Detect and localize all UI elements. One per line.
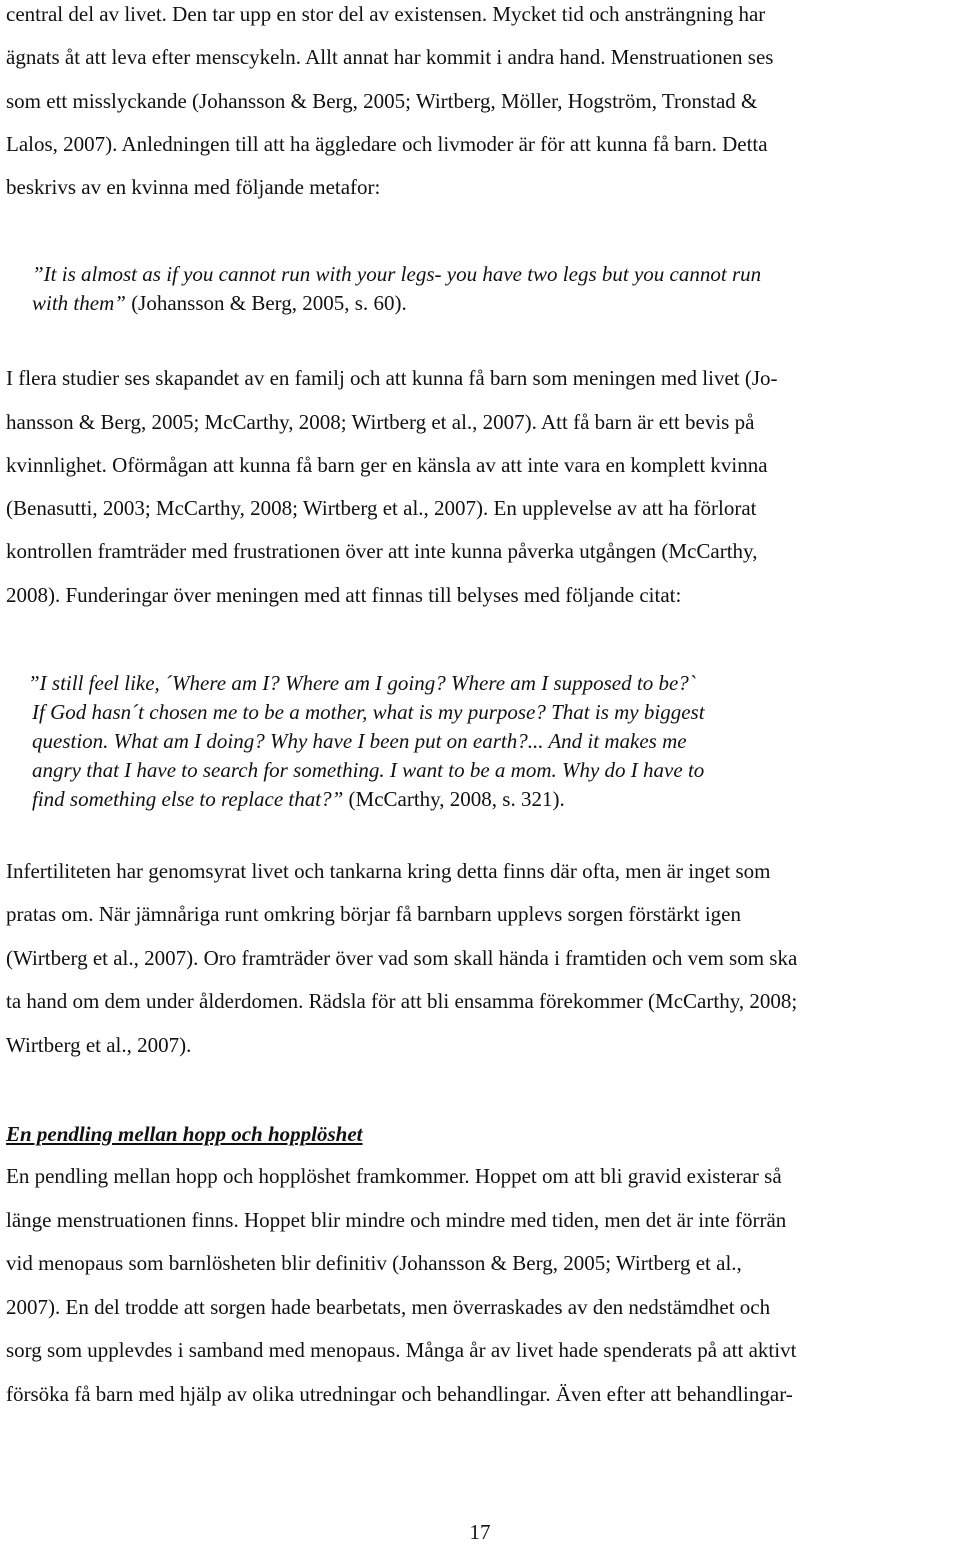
para3-line: ta hand om dem under ålderdomen. Rädsla för att bli ensamma förekommer (McCarthy, 2008; — [6, 989, 798, 1013]
quote2-line — [28, 669, 696, 698]
quote1-text: ”It is almost as if you cannot run with your legs- you have two legs but you cannot run — [32, 262, 762, 286]
para4-line: länge menstruationen finns. Hoppet blir mindre och mindre med tiden, men det är inte förrän — [6, 1208, 787, 1232]
para2-line: kontrollen framträder med frustrationen över att inte kunna påverka utgången (McCarthy, — [6, 539, 758, 563]
para4-line: 2007). En del trodde att sorgen hade bearbetats, men överraskades av den nedstämdhet och — [6, 1295, 771, 1319]
para3-line: Infertiliteten har genomsyrat livet och tankarna kring detta finns där ofta, men är inget som — [6, 859, 771, 883]
para2-line: kvinnlighet. Oförmågan att kunna få barn ger en känsla av att inte vara en komplett kvinna — [6, 453, 768, 477]
quote2-text: ”I still feel like, ´Where am I? Where am I going? Where am I supposed to be?` — [28, 671, 696, 695]
para1-line: Lalos, 2007). Anledningen till att ha äggledare och livmoder är för att kunna få barn. Detta — [6, 132, 768, 156]
quote2-line — [32, 785, 565, 814]
para3-line: (Wirtberg et al., 2007). Oro framträder över vad som skall hända i framtiden och vem som ska — [6, 946, 798, 970]
para2-line: (Benasutti, 2003; McCarthy, 2008; Wirtberg et al., 2007). En upplevelse av att ha förlorat — [6, 496, 757, 520]
quote2-line — [32, 727, 687, 756]
quote1-line — [32, 260, 761, 289]
para2-line: 2008). Funderingar över meningen med att finnas till belyses med följande citat: — [6, 583, 682, 607]
para3-line: pratas om. När jämnåriga runt omkring börjar få barnbarn upplevs sorgen förstärkt igen — [6, 902, 741, 926]
quote1-text: with them” — [32, 291, 126, 315]
quote1-citation: (Johansson & Berg, 2005, s. 60). — [125, 291, 407, 315]
quote2-citation: (McCarthy, 2008, s. 321). — [343, 787, 565, 811]
para1-line: som ett misslyckande (Johansson & Berg, 2005; Wirtberg, Möller, Hogström, Tronstad & — [6, 89, 758, 113]
para4-line: vid menopaus som barnlösheten blir definitiv (Johansson & Berg, 2005; Wirtberg et al., — [6, 1251, 742, 1275]
quote2-text: If God hasn´t chosen me to be a mother, what is my purpose? That is my biggest — [32, 700, 705, 724]
quote1-line — [32, 289, 407, 318]
para2-line: hansson & Berg, 2005; McCarthy, 2008; Wirtberg et al., 2007). Att få barn är ett bevis på — [6, 410, 755, 434]
quote2-text: find something else to replace that?” — [32, 787, 344, 811]
para1-line: central del av livet. Den tar upp en stor del av existensen. Mycket tid och ansträngning har — [6, 2, 766, 26]
para4-line: En pendling mellan hopp och hopplöshet framkommer. Hoppet om att bli gravid existerar så — [6, 1164, 782, 1188]
para1-line: ägnats åt att leva efter menscykeln. Allt annat har kommit i andra hand. Menstruationen ses — [6, 45, 774, 69]
para1-line: beskrivs av en kvinna med följande metafor: — [6, 175, 381, 199]
para2-line: I flera studier ses skapandet av en familj och att kunna få barn som meningen med livet (Jo- — [6, 366, 778, 390]
section-heading: En pendling mellan hopp och hopplöshet — [6, 1122, 363, 1146]
para3-line: Wirtberg et al., 2007). — [6, 1033, 192, 1057]
page-number: 17 — [469, 1520, 491, 1544]
quote2-line — [32, 756, 704, 785]
quote2-line — [32, 698, 705, 727]
quote2-text: question. What am I doing? Why have I been put on earth?... And it makes me — [32, 729, 687, 753]
para4-line: försöka få barn med hjälp av olika utredningar och behandlingar. Även efter att behandlingar- — [6, 1382, 793, 1406]
quote2-text: angry that I have to search for something. I want to be a mom. Why do I have to — [32, 758, 705, 782]
para4-line: sorg som upplevdes i samband med menopaus. Många år av livet hade spenderats på att aktivt — [6, 1338, 797, 1362]
